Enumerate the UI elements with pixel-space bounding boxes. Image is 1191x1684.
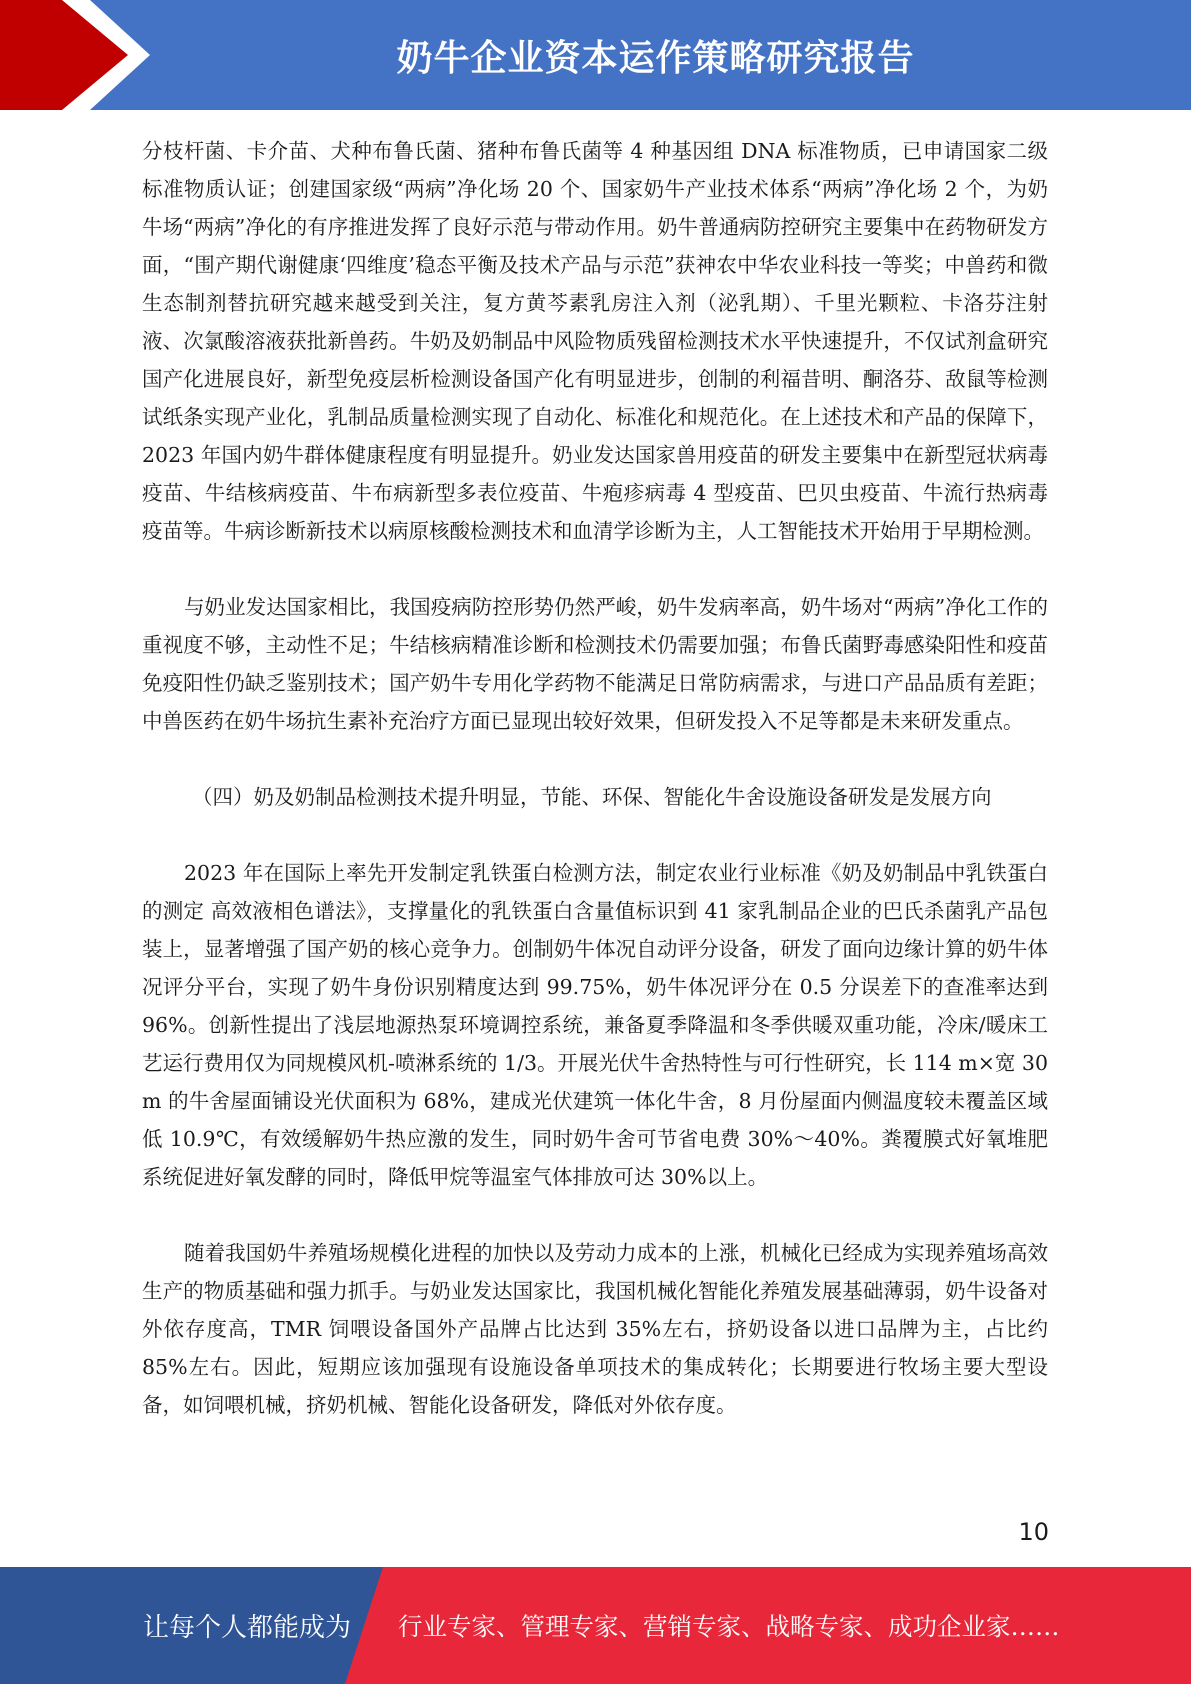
- body-paragraph-2: 与奶业发达国家相比，我国疫病防控形势仍然严峻，奶牛发病率高，奶牛场对“两病”净化工作的重视度不够，主动性不足；牛结核病精准诊断和检测技术仍需要加强；布鲁氏菌野毒感染阳性和疫苗免疫阳性仍缺乏鉴别技术；国产奶牛专用化学药物不能满足日常防病需求，与进口产品品质有差距；中兽医药在奶牛场抗生素补充治疗方面已显现出较好效果，但研发投入不足等都是未来研发重点。: [142, 595, 1048, 733]
- body-paragraph-4: 随着我国奶牛养殖场规模化进程的加快以及劳动力成本的上涨，机械化已经成为实现养殖场高效生产的物质基础和强力抓手。与奶业发达国家比，我国机械化智能化养殖发展基础薄弱，奶牛设备对外依存度高，TMR 饲喂设备国外产品牌占比达到 35%左右，挤奶设备以进口品牌为主，占比约 85%左右。因此，短期应该加强现有设施设备单项技术的集成转化；长期要进行牧场主要大型设备，如饲喂机械，挤奶机械、智能化设备研发，降低对外依存度。: [142, 1241, 1048, 1417]
- header-banner: [0, 0, 1191, 110]
- body-paragraph-3: 2023 年在国际上率先开发制定乳铁蛋白检测方法，制定农业行业标准《奶及奶制品中乳铁蛋白的测定 高效液相色谱法》，支撑量化的乳铁蛋白含量值标识到 41 家乳制品企业的巴氏杀菌乳产品包装上，显著增强了国产奶的核心竞争力。创制奶牛体况自动评分设备，研发了面向边缘计算的奶牛体况评分平台，实现了奶牛身份识别精度达到 99.75%，奶牛体况评分在 0.5 分误差下的查准率达到 96%。创新性提出了浅层地源热泵环境调控系统，兼备夏季降温和冬季供暖双重功能，冷床/暖床工艺运行费用仅为同规模风机-喷淋系统的 1/3。开展光伏牛舍热特性与可行性研究，长 114 m×宽 30 m 的牛舍屋面铺设光伏面积为 68%，建成光伏建筑一体化牛舍，8 月份屋面内侧温度较未覆盖区域低 10.9℃，有效缓解奶牛热应激的发生，同时奶牛舍可节省电费 30%～40%。粪覆膜式好氧堆肥系统促进好氧发酵的同时，降低甲烷等温室气体排放可达 30%以上。: [142, 861, 1048, 1189]
- footer-slogan-right: 行业专家、管理专家、营销专家、战略专家、成功企业家……: [398, 1612, 1060, 1641]
- page-number: 10: [1018, 1518, 1049, 1546]
- footer-slogan-left: 让每个人都能成为: [143, 1613, 352, 1643]
- report-title: 奶牛企业资本运作策略研究报告: [396, 37, 915, 79]
- section-heading: （四）奶及奶制品检测技术提升明显，节能、环保、智能化牛舍设施设备研发是发展方向: [192, 785, 992, 809]
- footer-banner: [0, 1567, 1191, 1684]
- body-paragraph-1: 分枝杆菌、卡介苗、犬种布鲁氏菌、猪种布鲁氏菌等 4 种基因组 DNA 标准物质，已申请国家二级标准物质认证；创建国家级“两病”净化场 20 个、国家奶牛产业技术体系“两病”净化场 2 个，为奶牛场“两病”净化的有序推进发挥了良好示范与带动作用。奶牛普通病防控研究主要集中在药物研发方面，“围产期代谢健康‘四维度’稳态平衡及技术产品与示范”获神农中华农业科技一等奖；中兽药和微生态制剂替抗研究越来越受到关注，复方黄芩素乳房注入剂（泌乳期）、千里光颗粒、卡洛芬注射液、次氯酸溶液获批新兽药。牛奶及奶制品中风险物质残留检测技术水平快速提升，不仅试剂盒研究国产化进展良好，新型免疫层析检测设备国产化有明显进步，创制的利福昔明、酮洛芬、敌鼠等检测试纸条实现产业化，乳制品质量检测实现了自动化、标准化和规范化。在上述技术和产品的保障下，2023 年国内奶牛群体健康程度有明显提升。奶业发达国家兽用疫苗的研发主要集中在新型冠状病毒疫苗、牛结核病疫苗、牛布病新型多表位疫苗、牛疱疹病毒 4 型疫苗、巴贝虫疫苗、牛流行热病毒疫苗等。牛病诊断新技术以病原核酸检测技术和血清学诊断为主，人工智能技术开始用于早期检测。: [142, 139, 1048, 543]
- document-body: [142, 132, 1048, 1424]
